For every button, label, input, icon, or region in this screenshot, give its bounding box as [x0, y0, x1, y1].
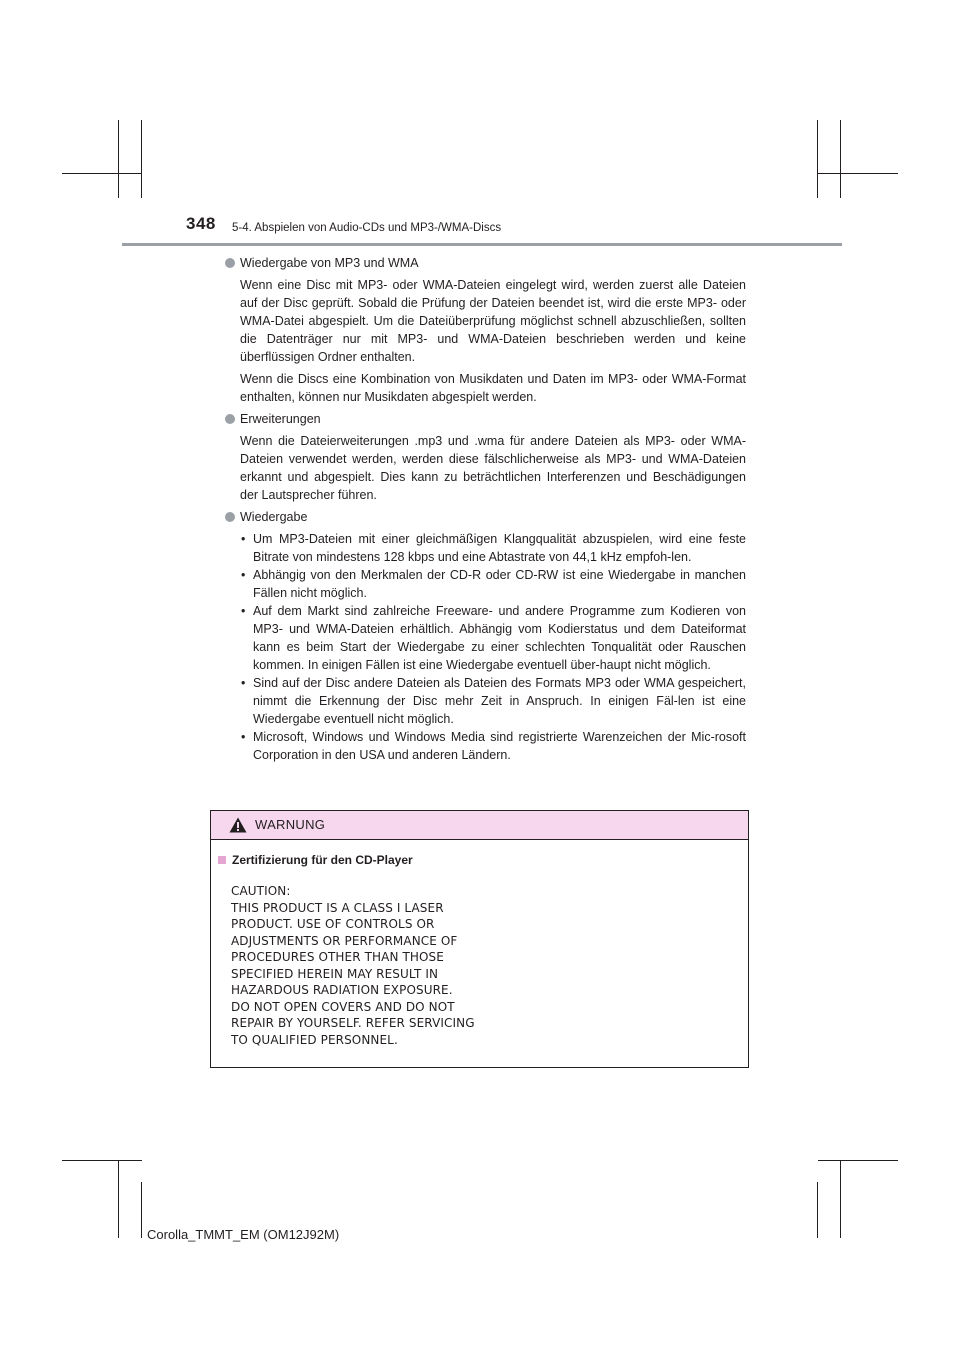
paragraph: Wenn die Dateierweiterungen .mp3 und .wma für andere Dateien als MP3- oder WMA-Dateien verwendet werden, werden diese fälschlicherweise als MP3- und WMA-Dateien erkannt und abgespielt. Dies kann zu beträchtlichen Interferenzen und Beschädigungen der Lautsprecher führen. — [240, 434, 746, 502]
crop-mark — [840, 1160, 841, 1238]
caution-label — [231, 883, 475, 1048]
list-item: • Abhängig von den Merkmalen der CD-R oder CD-RW ist eine Wiedergabe in manchen Fällen nicht möglich. — [240, 566, 746, 602]
caution-line: DO NOT OPEN COVERS AND DO NOT — [231, 999, 455, 1014]
heading-text: Erweiterungen — [240, 412, 321, 426]
section-heading — [224, 508, 746, 526]
content — [224, 254, 746, 764]
warning-header — [211, 811, 748, 840]
heading-text: Wiedergabe von MP3 und WMA — [240, 256, 419, 270]
bullet-list — [240, 530, 746, 764]
caution-line: CAUTION: — [231, 884, 291, 898]
crop-mark — [62, 173, 142, 174]
footer-text: Corolla_TMMT_EM (OM12J92M) — [147, 1227, 340, 1242]
caution-line: PRODUCT. USE OF CONTROLS OR — [231, 917, 435, 931]
section-heading — [224, 254, 746, 272]
square-bullet-icon — [218, 856, 226, 864]
caution-line: ADJUSTMENTS OR PERFORMANCE OF — [231, 933, 458, 948]
crop-mark — [141, 120, 142, 198]
caution-line: SPECIFIED HEREIN MAY RESULT IN — [231, 966, 439, 981]
crop-mark — [818, 1160, 898, 1161]
bullet-dot-icon — [225, 512, 235, 522]
crop-mark — [817, 120, 818, 198]
section-title: 5-4. Abspielen von Audio-CDs und MP3-/WMA-Discs — [232, 222, 502, 234]
warning-subheading — [218, 853, 413, 867]
list-item: • Microsoft, Windows und Windows Media sind registrierte Warenzeichen der Mic-rosoft Corporation in den USA und anderen Ländern. — [240, 728, 746, 764]
caution-line: TO QUALIFIED PERSONNEL. — [231, 1032, 398, 1047]
list-item: • Sind auf der Disc andere Dateien als Dateien des Formats MP3 oder WMA gespeichert, nimmt die Erkennung der Disc mehr Zeit in Anspruch. In einigen Fäl-len ist eine Wiedergabe eventuell nicht möglich. — [240, 674, 746, 728]
bullet-dot-icon — [225, 258, 235, 268]
section-heading — [224, 410, 746, 428]
list-item: • Um MP3-Dateien mit einer gleichmäßigen Klangqualität abzuspielen, wird eine feste Bitrate von mindestens 128 kbps und eine Abtastrate von 44,1 kHz empfoh-len. — [240, 530, 746, 566]
caution-line: THIS PRODUCT IS A CLASS Ⅰ LASER — [231, 900, 444, 915]
page-number: 348 — [186, 214, 216, 233]
crop-mark — [118, 1160, 119, 1238]
warning-subheading-text: Zertifizierung für den CD-Player — [232, 853, 413, 867]
header-rule — [122, 243, 842, 246]
crop-mark — [817, 1182, 818, 1238]
bullet-dot-icon — [225, 414, 235, 424]
crop-mark — [118, 120, 119, 198]
warning-label: WARNUNG — [255, 817, 326, 832]
crop-mark — [141, 1182, 142, 1238]
crop-mark — [818, 173, 898, 174]
caution-line: REPAIR BY YOURSELF. REFER SERVICING — [231, 1016, 475, 1030]
warning-box — [210, 810, 749, 1068]
caution-line: HAZARDOUS RADIATION EXPOSURE. — [231, 983, 453, 997]
paragraph: Wenn eine Disc mit MP3- oder WMA-Dateien eingelegt wird, werden zuerst alle Dateien auf der Disc geprüft. Sobald die Prüfung der Dateien beendet ist, wird die erste MP3- oder WMA-Datei abgespielt. Um die Dateiüberprüfung möglichst schnell abzuschließen, sollten die Datenträger nur mit MP3- und WMA-Dateien beschrieben werden und keine überflüssigen Ordner enthalten. — [240, 278, 746, 364]
crop-mark — [62, 1160, 142, 1161]
paragraph: Wenn die Discs eine Kombination von Musikdaten und Daten im MP3- oder WMA-Format enthalten, können nur Musikdaten abgespielt werden. — [240, 372, 746, 404]
crop-mark — [840, 120, 841, 198]
warning-triangle-icon — [229, 817, 247, 833]
list-item: • Auf dem Markt sind zahlreiche Freeware- und andere Programme zum Kodieren von MP3- und WMA-Dateien erhältlich. Abhängig vom Kodierstatus und dem Dateiformat kann es beim Start der Wiedergabe zu einer schlechten Tonqualität oder Rauschen kommen. In einigen Fällen ist eine Wiedergabe eventuell über-haupt nicht möglich. — [240, 602, 746, 674]
caution-line: PROCEDURES OTHER THAN THOSE — [231, 950, 444, 964]
heading-text: Wiedergabe — [240, 510, 308, 524]
